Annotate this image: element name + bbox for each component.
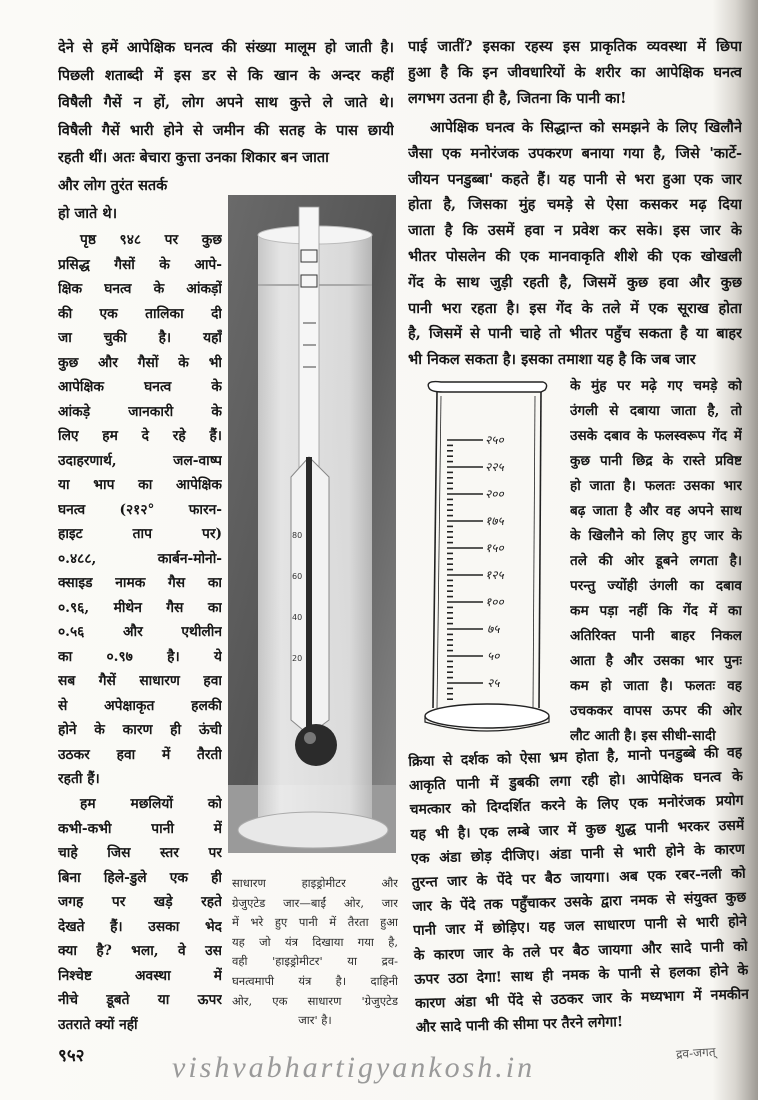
text-line: लिए हम दे रहे हैं। bbox=[58, 428, 222, 444]
text-line: यह भी है। एक लम्बे जार में कुछ शुद्ध पानी भरकर उसमें bbox=[410, 817, 745, 843]
text-line: जा चुकी है। यहाँ bbox=[58, 330, 222, 346]
hydrometer-photo bbox=[228, 195, 396, 853]
text-line: के खिलौने को लिए हुए जार के bbox=[570, 528, 742, 544]
intro-paragraph bbox=[58, 34, 394, 172]
text-line: होता है, जिसका मुंह चमड़े से ऐसा कसकर मढ़ दिया bbox=[408, 196, 742, 214]
hydrometer-bulb bbox=[295, 724, 337, 766]
page-number: ९५२ bbox=[58, 1046, 85, 1066]
text-line: से अपेक्षाकृत हलकी bbox=[58, 697, 222, 714]
text-line: उंगली से दबाया जाता है, तो bbox=[570, 403, 742, 419]
watermark: vishvabhartigyankosh.in bbox=[172, 1051, 536, 1084]
text-line: भीतर पोसलेन की एक मानवाकृति शीशे की एक खोखली bbox=[408, 247, 742, 265]
text-line: पानी भरा रहता है। इस गेंद के तले में एक सूराख होता bbox=[408, 299, 742, 317]
cylinder-scale-label: २५० bbox=[485, 433, 504, 447]
hydrometer-scale-label: 80 bbox=[292, 531, 303, 540]
cylinder-scale-label: ५० bbox=[487, 649, 500, 663]
text-line: चाहे जिस स्तर पर bbox=[58, 845, 222, 861]
text-line: जाता है कि उसमें हवा न प्रवेश कर सके। इस जार के bbox=[408, 222, 742, 240]
text-line: उतराते क्यों नहीं bbox=[58, 1016, 138, 1033]
text-line: भी निकल सकता है। इसका तमाशा यह है कि जब जार bbox=[408, 351, 696, 369]
text-line: का ०.९७ है। ये bbox=[58, 648, 222, 665]
text-line: क्षिक घनत्व के आंकड़ों bbox=[58, 281, 222, 297]
intro-paragraph-tail bbox=[58, 172, 188, 227]
jar-base bbox=[238, 812, 388, 848]
text-line: जीयन पनडुब्बा' कहते हैं। यह पानी से भरा हुआ एक जार bbox=[408, 170, 742, 188]
text-line: परन्तु ज्योंही उंगली का दबाव bbox=[570, 578, 742, 594]
text-line: आपेक्षिक घनत्व के bbox=[58, 379, 222, 395]
text-line: जगह पर खड़े रहते bbox=[58, 894, 222, 910]
cylinder-scale-label: १०० bbox=[485, 595, 504, 609]
mercury-column bbox=[306, 457, 312, 737]
text-line: या भाप का आपेक्षिक bbox=[58, 477, 222, 493]
text-line: आकृति पानी में डुबकी लगा रही हो। आपेक्षिक घनत्व के bbox=[408, 768, 744, 795]
text-line: अतिरिक्त पानी बाहर निकल bbox=[570, 628, 742, 644]
text-line: लगभग उतना ही है, जितना कि पानी का! bbox=[408, 89, 627, 107]
text-line: आंकड़े जानकारी के bbox=[58, 403, 222, 420]
text-line: है, जिसमें से पानी चाहे तो भीतर पहुँच सकता है या बाहर bbox=[408, 325, 742, 343]
text-line: ०.४८८, कार्बन-मोनो- bbox=[58, 550, 222, 567]
cylinder-scale-label: २०० bbox=[485, 487, 504, 501]
text-line: नीचे डूबते या ऊपर bbox=[58, 992, 222, 1008]
hydrometer-stem bbox=[299, 207, 319, 477]
text-line: कम पड़ा नहीं कि गेंद में का bbox=[570, 603, 742, 619]
running-head: द्रव-जगत् bbox=[675, 1044, 717, 1062]
text-line: पृष्ठ ९४८ पर कुछ bbox=[80, 232, 222, 248]
figure-caption bbox=[232, 874, 398, 1031]
text-line: के कारण जार के तले पर बैठ जायगा और सादे पानी को bbox=[413, 938, 748, 964]
cylinder-scale-label: २५ bbox=[487, 676, 500, 690]
text-line: तले की ओर डूबने लगता है। bbox=[570, 553, 742, 569]
fish-paragraph-continued bbox=[408, 34, 742, 111]
text-line: लौट आती है। इस सीधी-सादी bbox=[570, 728, 716, 744]
cylinder-scale-label: १५० bbox=[485, 541, 504, 555]
text-line: ऊपर उठा देगा! साथ ही नमक के पानी से हलका होने के bbox=[414, 962, 749, 988]
text-line: क्या है? भला, वे उस bbox=[58, 943, 222, 959]
text-line: कभी-कभी पानी में bbox=[58, 820, 222, 837]
text-line: हाइट ताप पर) bbox=[58, 526, 222, 542]
text-line: की एक तालिका दी bbox=[58, 305, 222, 322]
text-line: आता है और उसका भार पुनः bbox=[570, 653, 742, 669]
text-line: निश्चेष्ट अवस्था में bbox=[58, 967, 222, 984]
text-line: ओर, एक साधारण 'ग्रेजुएटेड bbox=[232, 993, 398, 1008]
text-line: विषैली गैसें भारी होने से जमीन की सतह के पास छायी bbox=[58, 121, 394, 139]
text-line: सब गैसें साधारण हवा bbox=[58, 673, 222, 689]
text-line: जार के पेंदे तक पहुँचाकर उसके द्वारा नमक से संयुक्त कुछ bbox=[412, 889, 747, 916]
text-line: घनत्वमापी यंत्र है। दाहिनी bbox=[232, 973, 398, 988]
text-line: हो जाता है। फलतः उसका भार bbox=[570, 478, 742, 494]
text-line: क्रिया से दर्शक को ऐसा भ्रम होता है, मानो पनडुब्बे की वह bbox=[408, 744, 743, 770]
text-line: ०.९६, मीथेन गैस का bbox=[58, 599, 222, 616]
text-line: में भरे हुए पानी में तैरता हुआ bbox=[232, 915, 398, 930]
text-line: कुछ पानी छिद्र के रास्ते प्रविष्ट bbox=[570, 453, 742, 469]
text-line: उदाहरणार्थ, जल-वाष्प bbox=[58, 452, 222, 469]
text-line: हो जाते थे। bbox=[58, 204, 118, 222]
text-line: और सादे पानी की सीमा पर तैरने लगेगा! bbox=[415, 1014, 624, 1037]
text-line: उचककर वापस ऊपर की ओर bbox=[570, 703, 742, 719]
fish-paragraph bbox=[58, 792, 222, 1037]
text-line: उठकर हवा में तैरती bbox=[58, 746, 222, 763]
text-line: जार' है। bbox=[298, 1013, 332, 1028]
text-line: और लोग तुरंत सतर्क bbox=[58, 177, 168, 194]
text-line: के मुंह पर मढ़े गए चमड़े को bbox=[570, 378, 742, 394]
text-line: पिछली शताब्दी में इस डर से कि खान के अन्दर कहीं bbox=[58, 66, 394, 84]
text-line: ०.५६ और एथीलीन bbox=[58, 624, 222, 640]
cartesian-diver-paragraph-narrow bbox=[570, 374, 742, 749]
text-line: ग्रेजुएटेड जार—बाईं ओर, जार bbox=[232, 895, 398, 910]
text-line: गेंद के साथ जुड़ी रहती है, जिसमें कुछ हवा और कुछ bbox=[408, 273, 742, 291]
cylinder-scale-label: १७५ bbox=[485, 514, 504, 528]
text-line: आपेक्षिक घनत्व के सिद्धान्त को समझने के लिए खिलौने bbox=[430, 119, 742, 136]
text-line: उसके दबाव के फलस्वरूप गेंद में bbox=[570, 428, 742, 444]
text-line: प्रसिद्ध गैसों के आपे- bbox=[58, 256, 222, 273]
text-line: कम हो जाता है। फलतः वह bbox=[570, 678, 742, 694]
text-line: यह जो यंत्र दिखाया गया है, bbox=[232, 934, 398, 949]
text-line: पानी जार में छोड़िए। यह जल साधारण पानी से भारी होने bbox=[412, 914, 748, 940]
cartesian-diver-paragraph bbox=[408, 115, 742, 373]
text-line: बढ़ जाता है और वह अपने साथ bbox=[570, 503, 742, 519]
text-line: घनत्व (२१२° फारन- bbox=[58, 501, 222, 518]
text-line: देखते हैं। उसका भेद bbox=[58, 918, 222, 935]
text-line: विषैली गैसें न हों, लोग अपने साथ कुत्ते ले जाते थे। bbox=[58, 94, 394, 111]
text-line: चमत्कार को दिग्दर्शित करने के लिए एक मनोरंजक प्रयोग bbox=[409, 793, 744, 819]
text-line: हम मछलियों को bbox=[80, 796, 222, 812]
text-line: क्साइड नामक गैस का bbox=[58, 575, 222, 591]
graduated-cylinder-drawing bbox=[415, 378, 567, 738]
text-line: होने के कारण ही ऊंची bbox=[58, 722, 222, 738]
text-line: जैसा एक मनोरंजक उपकरण बनाया गया है, जिसे 'कार्टे- bbox=[408, 144, 742, 162]
cylinder-scale-label: २२५ bbox=[485, 460, 504, 474]
text-line: कुछ और गैसों के भी bbox=[58, 354, 222, 371]
text-line: साधारण हाइड्रोमीटर और bbox=[232, 876, 398, 890]
cylinder-scale-label: ७५ bbox=[487, 622, 500, 636]
text-line: देने से हमें आपेक्षिक घनत्व की संख्या मालूम हो जाती है। bbox=[58, 39, 394, 56]
hydrometer-scale-label: 40 bbox=[292, 613, 303, 622]
text-line: हुआ है कि इन जीवधारियों के शरीर का आपेक्षिक घनत्व bbox=[408, 63, 742, 81]
text-line: एक अंडा छोड़ दीजिए। अंडा पानी से भारी होने के कारण bbox=[410, 841, 746, 867]
hydrometer-scale-label: 60 bbox=[292, 572, 303, 581]
hydrometer-scale-label: 20 bbox=[292, 654, 303, 663]
text-line: तुरन्त जार के पेंदे पर बैठ जायगा। अब एक रबर-नली को bbox=[411, 865, 746, 891]
text-line: कारण अंडा भी पेंदे से उठकर जार के मध्यभाग में नमकीन bbox=[414, 986, 750, 1012]
cylinder-scale-label: १२५ bbox=[485, 568, 504, 582]
text-line: पाई जातीं? इसका रहस्य इस प्राकृतिक व्यवस्था में छिपा bbox=[408, 38, 742, 55]
gas-density-paragraph bbox=[58, 228, 222, 792]
text-line: रहती थीं। अतः बेचारा कुत्ता उनका शिकार बन जाता bbox=[58, 149, 329, 166]
text-line: रहती हैं। bbox=[58, 771, 100, 787]
egg-experiment-paragraph bbox=[408, 741, 750, 1041]
text-line: बिना हिले-डुले एक ही bbox=[58, 869, 222, 886]
text-line: वही 'हाइड्रोमीटर' या द्रव- bbox=[232, 954, 398, 969]
